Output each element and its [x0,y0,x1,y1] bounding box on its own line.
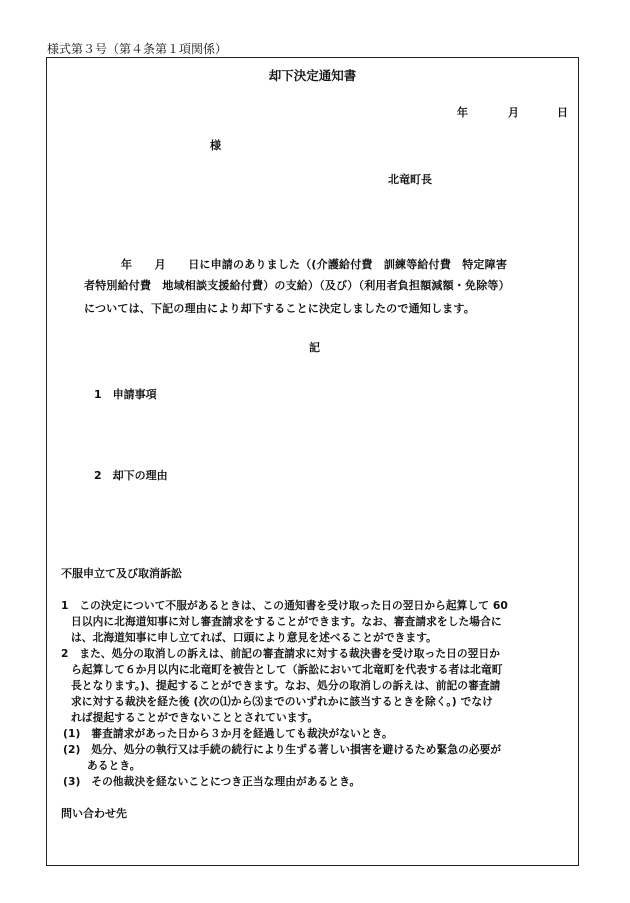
sender-name: 北竜町長 [388,173,432,186]
date-day-label: 日 [557,106,568,119]
contact-label: 問い合わせ先 [61,807,127,820]
form-number: 様式第３号（第４条第１項関係） [47,42,228,56]
sub-note-line: (3) その他裁決を経ないことにつき正当な理由があるとき。 [63,775,361,788]
date-month-label: 月 [508,106,519,119]
note-line: れば提起することができないこととされています。 [71,711,319,724]
note-line: 2 また、処分の取消しの訴えは、前記の審査請求に対する裁決書を受け取った日の翌日か [61,647,501,660]
body-line: については、下記の理由により却下することに決定しましたので通知します。 [84,302,475,315]
appeal-heading: 不服申立て及び取消訴訟 [61,567,182,580]
item-rejection-reason: 2 却下の理由 [94,469,168,482]
body-line: 者特別給付費 地域相談支援給付費）の支給）（及び）（利用者負担額減額・免除等） [84,279,510,292]
addressee-suffix: 様 [210,139,221,152]
ki-heading: 記 [309,341,320,354]
note-line: 求に対する裁決を経た後 (次の⑴から⑶までのいずれかに該当するときを除く。) でなけ [71,695,493,708]
document-title: 却下決定通知書 [268,68,357,83]
note-line: 日以内に北海道知事に対し審査請求をすることができます。なお、審査請求をした場合に [71,615,502,628]
note-line: 1 この決定について不服があるときは、この通知書を受け取った日の翌日から起算して 60 [61,599,508,612]
date-year-label: 年 [457,106,468,119]
note-line: 長となります。)、提起することができます。なお、処分の取消しの訴えは、前記の審査請 [71,679,501,692]
sub-note-line: (1) 審査請求があった日から３か月を経過しても裁決がないとき。 [63,727,393,740]
sub-note-line: (2) 処分、処分の執行又は手続の続行により生ずる著しい損害を避けるため緊急の必要が [63,743,502,756]
note-line: は、北海道知事に申し立てれば、口頭により意見を述べることができます。 [71,631,437,644]
notice-frame [46,57,579,866]
body-line: 年 月 日に申請のありました（(介護給付費 訓練等給付費 特定障害 [121,258,508,271]
item-application-matter: 1 申請事項 [94,388,157,401]
sub-note-line: あるとき。 [87,759,141,772]
note-line: ら起算して６か月以内に北竜町を被告として（訴訟において北竜町を代表する者は北竜町 [71,663,503,676]
